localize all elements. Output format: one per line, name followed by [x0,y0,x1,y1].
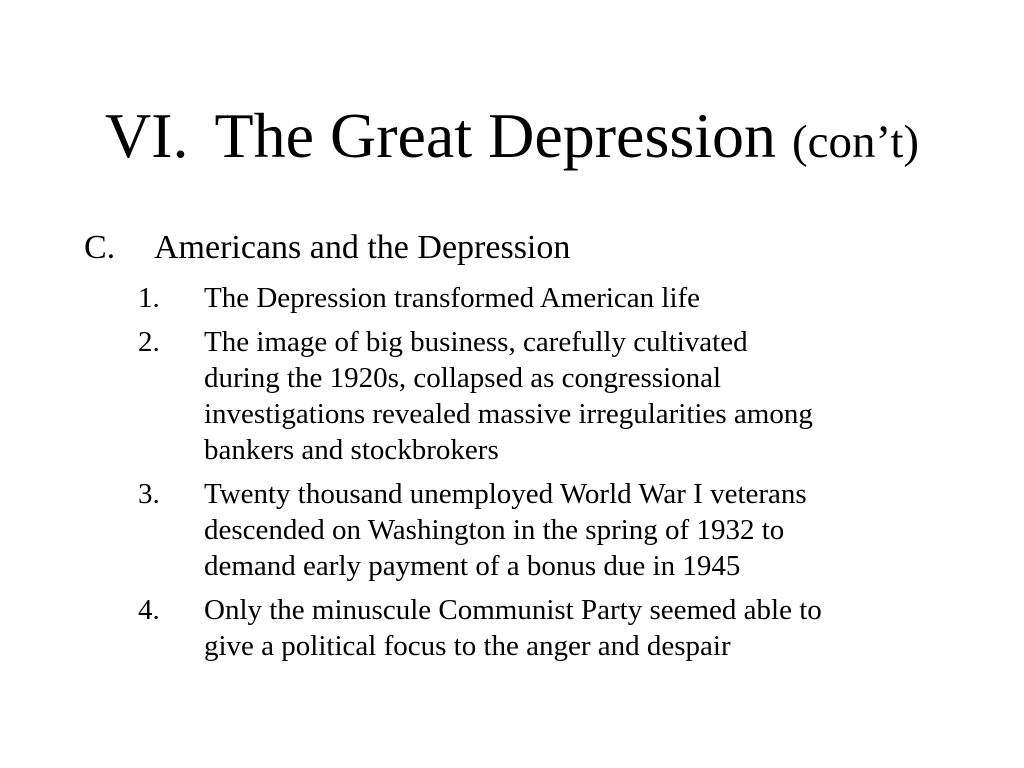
title-number: VI. [104,100,189,171]
point-list [138,280,958,672]
section-marker: C. [84,229,116,266]
list-item [138,324,958,468]
list-item-text: The Depression transformed American life [204,282,701,314]
list-item [138,476,958,584]
list-item [138,592,958,664]
list-item-text: The image of big business, carefully cultivated during the 1920s, collapsed as congressional investigations revealed massive irregularities among bankers and stockbrokers [204,326,813,466]
list-item-text: Only the minuscule Communist Party seemed able to give a political focus to the anger and despair [204,594,822,662]
list-item [138,280,958,316]
list-item-number: 3. [138,478,160,510]
list-item-text: Twenty thousand unemployed World War I veterans descended on Washington in the spring of 1932 to demand early payment of a bonus due in 1945 [204,478,807,582]
list-item-number: 4. [138,594,160,626]
section-heading [84,226,984,270]
list-item-number: 2. [138,326,160,358]
title-suffix: (con’t) [792,116,920,168]
list-item-number: 1. [138,282,160,314]
section-heading-text: Americans and the Depression [154,229,571,266]
title-text: The Great Depression [214,100,777,171]
slide-title [0,96,1024,182]
